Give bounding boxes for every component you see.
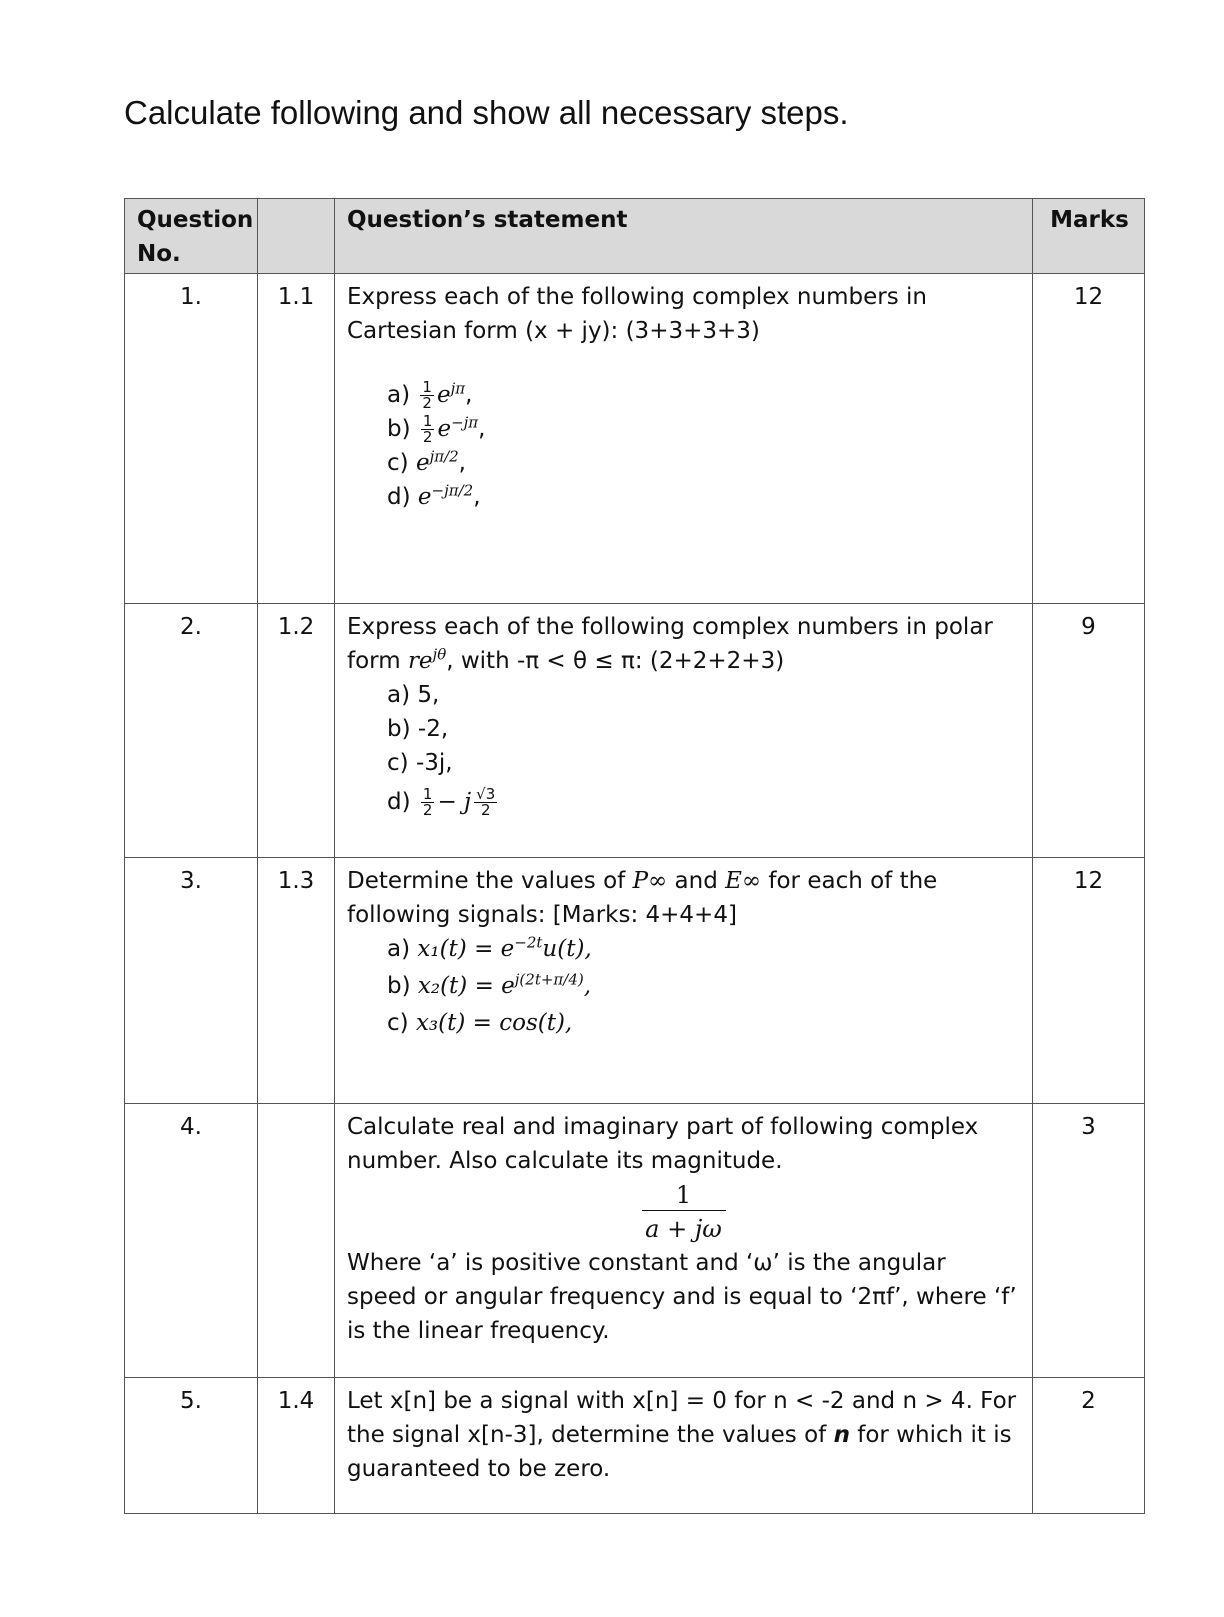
list-item: c) -3j, <box>387 750 453 776</box>
list-item: a) $\frac{1}{2}$ $e^{j\pi}$, <box>387 378 473 412</box>
statement-text: Determine the values of P∞ and E∞ for each of the following signals: [Marks: 4+4+4] <box>347 868 938 928</box>
header-statement: Question’s statement <box>335 199 1033 274</box>
question-subnumber: 1.2 <box>258 604 335 858</box>
instructions-heading: Calculate following and show all necessary steps. <box>124 94 849 131</box>
table-header-row <box>125 199 1145 274</box>
question-marks: 3 <box>1033 1104 1145 1378</box>
questions-table <box>124 198 1145 1514</box>
sub-question-list <box>387 678 1020 824</box>
header-question-no: Question No. <box>125 199 258 274</box>
table-row <box>125 274 1145 604</box>
question-number: 5. <box>125 1378 258 1514</box>
question-number: 4. <box>125 1104 258 1378</box>
question-subnumber <box>258 1104 335 1378</box>
question-number: 1. <box>125 274 258 604</box>
question-marks: 2 <box>1033 1378 1145 1514</box>
table-row <box>125 604 1145 858</box>
table-row <box>125 1378 1145 1514</box>
question-subnumber: 1.4 <box>258 1378 335 1514</box>
complex-fraction <box>347 1178 1020 1246</box>
definition-text: Where ‘a’ is positive constant and ‘ω’ is the angular speed or angular frequency and is equal to ‘2πf’, where ‘f’ is the linear frequency. <box>347 1250 1017 1344</box>
statement-text: Calculate real and imaginary part of following complex number. Also calculate its magnitude. <box>347 1114 979 1174</box>
question-statement <box>335 1378 1033 1514</box>
question-statement <box>335 604 1033 858</box>
sub-question-list <box>387 378 1020 514</box>
question-subnumber: 1.1 <box>258 274 335 604</box>
header-sub-no <box>258 199 335 274</box>
question-statement <box>335 858 1033 1104</box>
question-marks: 12 <box>1033 274 1145 604</box>
list-item: d) $\frac{1}{2}$ − j $\frac{√3}{2}$ <box>387 785 496 819</box>
question-number: 3. <box>125 858 258 1104</box>
list-item: c) x₃(t) = cos(t), <box>387 1010 573 1036</box>
list-item: d) $e^{-j\pi/2}$, <box>387 481 481 510</box>
list-item: a) 5, <box>387 682 440 708</box>
fraction-denominator: a + jω <box>645 1215 722 1243</box>
statement-text: Express each of the following complex numbers in Cartesian form (x + jy): (3+3+3+3) <box>347 284 927 344</box>
statement-text: Let x[n] be a signal with x[n] = 0 for n < -2 and n > 4. For the signal x[n-3], determine the values of n for which it is guaranteed to be zero. <box>347 1388 1017 1482</box>
question-marks: 12 <box>1033 858 1145 1104</box>
list-item: b) -2, <box>387 716 449 742</box>
list-item: a) $x_1(t) = e^{-2t}u(t)$, <box>387 933 592 962</box>
question-statement <box>335 1104 1033 1378</box>
question-number: 2. <box>125 604 258 858</box>
list-item: b) $\frac{1}{2}$ $e^{-j\pi}$, <box>387 412 486 446</box>
list-item: c) $e^{j\pi/2}$, <box>387 447 466 476</box>
question-statement <box>335 274 1033 604</box>
question-marks: 9 <box>1033 604 1145 858</box>
table-row <box>125 858 1145 1104</box>
fraction-numerator: 1 <box>642 1180 726 1211</box>
header-marks: Marks <box>1033 199 1145 274</box>
sub-question-list <box>387 932 1020 1040</box>
statement-text: Express each of the following complex numbers in polar form $re^{j\theta}$, with -π < θ ≤ π: (2+2+2+3) <box>347 614 993 674</box>
question-subnumber: 1.3 <box>258 858 335 1104</box>
list-item: b) $x_2(t) = e^{j(2t+\pi/4)}$, <box>387 970 592 999</box>
table-row <box>125 1104 1145 1378</box>
